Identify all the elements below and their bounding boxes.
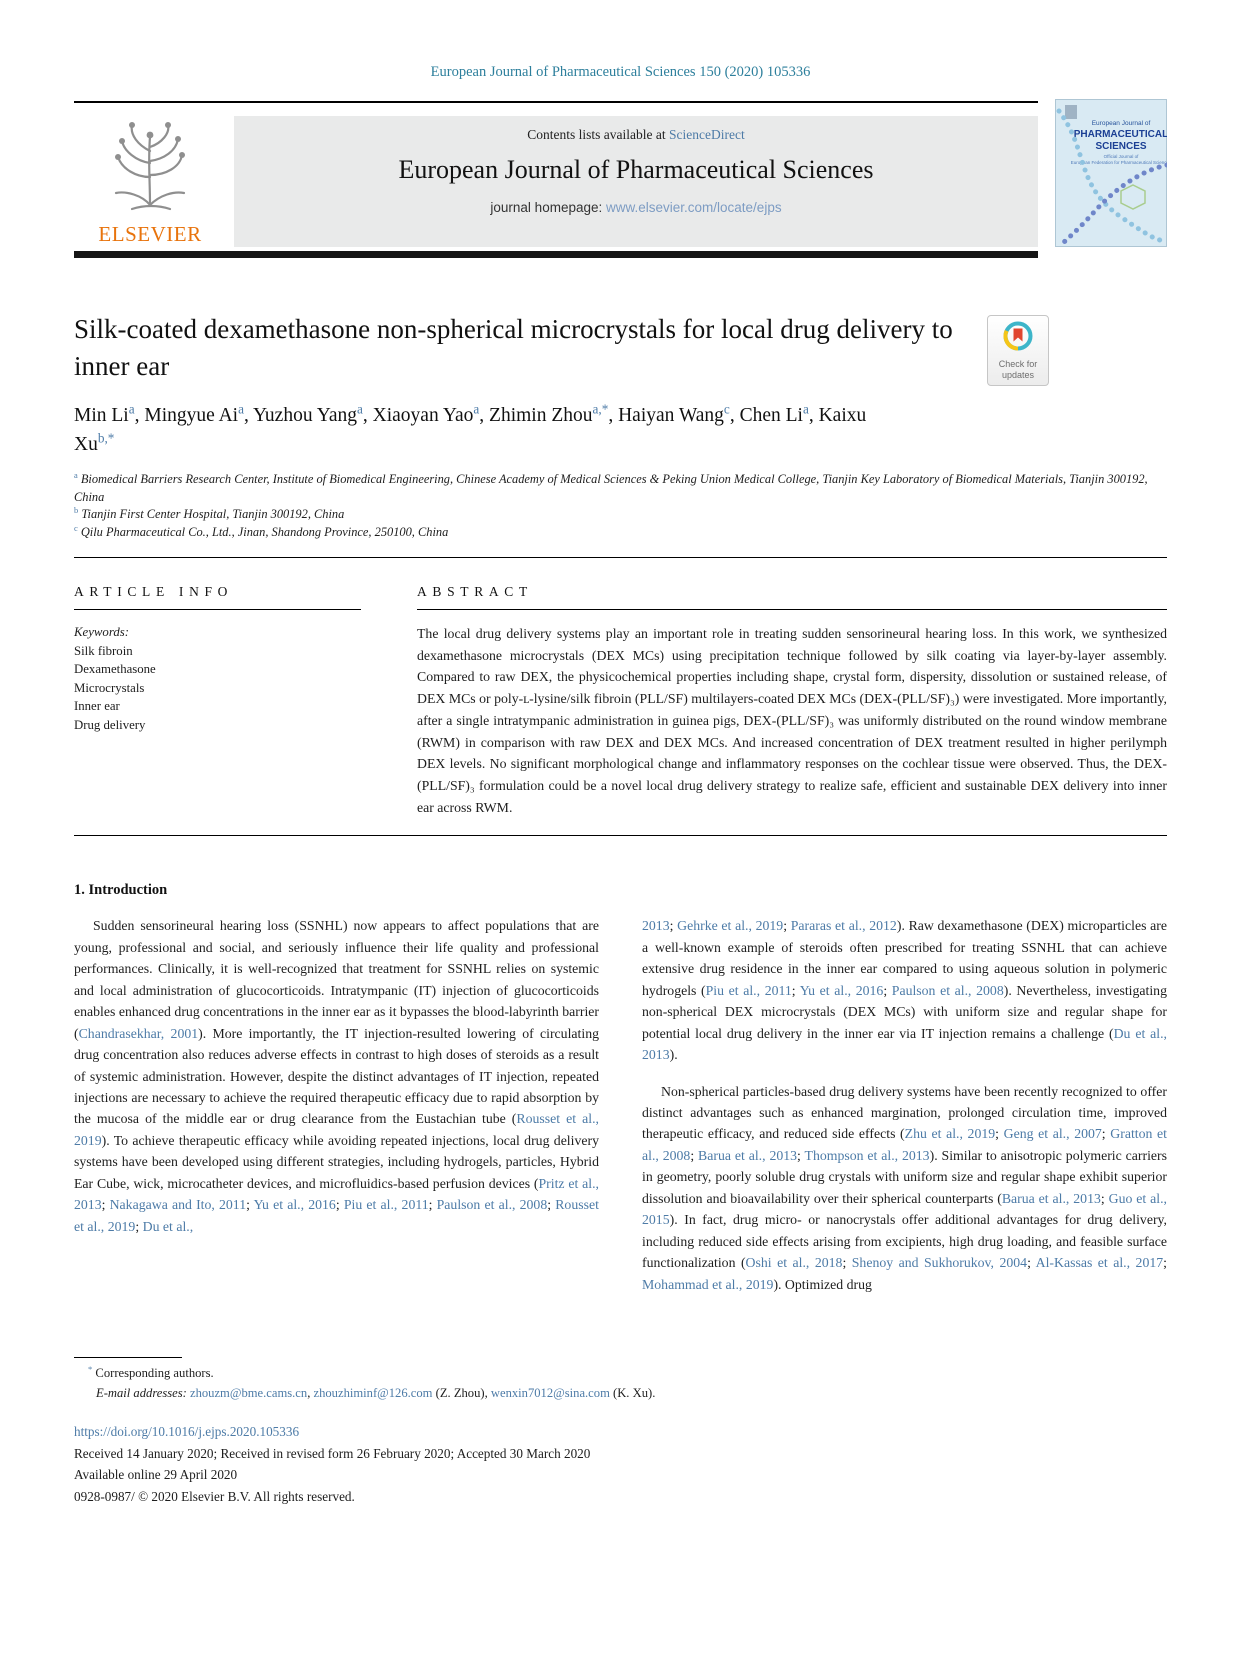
- text-segment: a: [473, 401, 480, 417]
- journal-reference[interactable]: European Journal of Pharmaceutical Sciences 150 (2020) 105336: [430, 64, 811, 80]
- affiliation-line: $^b$ Tianjin First Center Hospital, Tianjin 300192, China: [74, 504, 345, 521]
- text-segment: ). More importantly, the IT injection-resulted lowering of circulating drug concentration also reduces adverse effects in contrast to high doses of steroids as a result of systemic administration. However, despite the distinct advantages of IT injection, repeated injections are necessary to achieve the required therapeutic efficacy due to rapid absorption by the mucosa of the middle ear or drug clearance from the Eustachian tube (: [74, 1025, 600, 1127]
- text-segment: ;: [547, 1197, 556, 1213]
- text-segment: a: [357, 401, 363, 417]
- body-column-left: [74, 880, 599, 1295]
- body-columns: [74, 880, 1167, 1295]
- text-segment: ;: [669, 918, 678, 934]
- article-info-rule: [74, 609, 361, 610]
- crossmark-icon: [1003, 321, 1033, 351]
- contents-line: [234, 127, 1038, 143]
- text-segment: ;: [1027, 1255, 1036, 1271]
- affiliation-marker: c: [74, 522, 78, 533]
- link[interactable]: Piu et al., 2011: [705, 982, 792, 998]
- text-segment: a: [802, 401, 809, 417]
- text-segment: , Kaixu Xu: [74, 405, 867, 455]
- link[interactable]: Du et al.,: [142, 1218, 194, 1234]
- link[interactable]: Guo et al., 2015: [642, 1190, 1167, 1228]
- affiliation-marker: a: [74, 469, 78, 480]
- text-segment: Corresponding authors.: [92, 1366, 214, 1381]
- text-segment: ;: [690, 1147, 699, 1163]
- abstract-text: The local drug delivery systems play an important role in treating sudden sensorineural hearing loss. In this work, we synthesized dexamethasone microcrystals (DEX MCs) using precipitation technique followed by silk coating via layer-by-layer assembly. Compared to raw DEX, the physicochemical properties including shape, crystal form, dispersity, dissolution or sustained release, of DEX MCs or poly-ʟ-lysine/silk fibroin (PLL/SF) multilayers-coated DEX MCs (DEX-(PLL/SF)₃) were investigated. More importantly, after a single intratympanic administration in guinea pigs, DEX-(PLL/SF)₃ was uniformly distributed on the round window membrane (RWM) in comparison with raw DEX and DEX MCs. And increased concentration of DEX treatment resulted in higher perilymph DEX levels. No significant morphological change and inflammatory responses on the cochlear tissue were observed. Thus, the DEX-(PLL/SF)₃ formulation could be a novel local drug delivery strategy to realize safe, efficient and sustainable DEX delivery into inner ear across RWM.: [417, 626, 1167, 815]
- link[interactable]: ScienceDirect: [669, 127, 745, 142]
- affiliation-line: $^c$ Qilu Pharmaceutical Co., Ltd., Jinan, Shandong Province, 250100, China: [74, 522, 449, 539]
- link[interactable]: Shenoy and Sukhorukov, 2004: [851, 1255, 1028, 1271]
- divider: [74, 835, 1167, 836]
- elsevier-logo[interactable]: [74, 117, 226, 247]
- bottom-metadata: [74, 1421, 1167, 1507]
- text-segment: ;: [883, 982, 892, 998]
- link[interactable]: Paulson et al., 2008: [891, 982, 1004, 998]
- text-segment: b,*: [97, 430, 115, 446]
- text-segment: ). Optimized drug: [773, 1276, 872, 1292]
- list-item: Inner ear: [74, 699, 120, 713]
- intro-paragraph-1-continued: [642, 915, 1167, 1065]
- link[interactable]: Barua et al., 2013: [698, 1147, 798, 1163]
- available-online-line: Available online 29 April 2020: [74, 1467, 238, 1483]
- text-segment: ;: [428, 1197, 437, 1213]
- abstract-heading: ABSTRACT: [417, 584, 533, 599]
- header-top-rule: [74, 101, 1038, 103]
- link[interactable]: Yu et al., 2016: [799, 982, 884, 998]
- email-addresses-line: [96, 1384, 1167, 1404]
- link[interactable]: www.elsevier.com/locate/ejps: [606, 200, 782, 215]
- text-segment: (K. Xu).: [609, 1385, 656, 1400]
- link[interactable]: Pararas et al., 2012: [790, 918, 897, 934]
- text-segment: ). To achieve therapeutic efficacy while avoiding repeated injections, local drug delivery systems have been developed using different strategies, including hydrogels, particles, Hybrid Ear Cube, wick, microcatheter devices, and microfluidics-based perfusion devices (: [74, 1132, 599, 1191]
- journal-banner: [234, 116, 1038, 247]
- journal-cover-thumbnail[interactable]: [1055, 99, 1167, 247]
- check-for-updates-badge[interactable]: [987, 315, 1049, 386]
- text-segment: ). In fact, drug micro- or nanocrystals offer additional advantages for drug delivery, including reduced side effects arising from excipients, high drug loading, and feasible surface functionalization (: [642, 1212, 1167, 1271]
- text-segment: Sudden sensorineural hearing loss (SSNHL) now appears to affect populations that are young, professional and social, and seriously influence their life quality and professional performances. Clinically, it is well-recognized that treatment for SSNHL relies on systemic and local administration of glucocorticoids. Intratympanic (IT) injection of glucocorticoids enables enhanced drug concentrations in the inner ear as it bypasses the blood-labyrinth barrier (: [74, 918, 599, 1041]
- authors-line: [74, 401, 894, 459]
- check-for-updates-label: [990, 359, 1046, 381]
- text-segment: , Xiaoyan Yao: [362, 405, 474, 426]
- link[interactable]: Barua et al., 2013: [1001, 1190, 1101, 1206]
- text-segment: ). Nevertheless, investigating non-spherical DEX microcrystals (DEX MCs) with uniform size and regular shape for potential local drug delivery in the inner ear via IT injection remains a challenge (: [642, 982, 1167, 1041]
- badge-line2: updates: [1001, 370, 1035, 380]
- link[interactable]: zhouzhiminf@126.com: [313, 1385, 433, 1400]
- text-segment: , Chen Li: [729, 405, 803, 426]
- journal-title: European Journal of Pharmaceutical Sciences: [398, 155, 874, 184]
- link[interactable]: Pritz et al., 2013: [74, 1175, 599, 1213]
- page-content: [74, 0, 1167, 1507]
- svg-text:PHARMACEUTICAL: PHARMACEUTICAL: [1073, 129, 1167, 140]
- text-segment: ;: [783, 918, 791, 934]
- body-column-right: [642, 880, 1167, 1295]
- list-item: Drug delivery: [74, 717, 146, 732]
- link[interactable]: 2013: [642, 918, 670, 934]
- text-segment: ). Raw dexamethasone (DEX) microparticles are a well-known example of steroids often prescribed for treating SSNHL that can achieve extensive drug residence in the inner ear compared to using aqueous solution in polymeric hydrogels (: [642, 918, 1167, 998]
- text-segment: ;: [101, 1197, 110, 1213]
- text-segment: , Yuzhou Yang: [243, 405, 358, 426]
- link[interactable]: Gehrke et al., 2019: [677, 918, 784, 934]
- keywords-list: [74, 642, 361, 735]
- svg-text:Official Journal of: Official Journal of: [1103, 154, 1139, 159]
- footnote-rule: [74, 1357, 182, 1358]
- text-segment: ;: [842, 1255, 852, 1271]
- link[interactable]: wenxin7012@sina.com: [490, 1385, 610, 1400]
- homepage-line: [234, 200, 1038, 215]
- intro-paragraph-1: [74, 915, 599, 1237]
- text-segment: ;: [246, 1197, 254, 1213]
- article-title: Silk-coated dexamethasone non-spherical microcrystals for local drug delivery to inner ear: [74, 314, 953, 381]
- text-segment: ). Similar to anisotropic polymeric carriers in geometry, poorly soluble drug crystals with uniform size and regular shape exhibit superior dissolution and bioavailability over their spherical counterparts (: [642, 1147, 1167, 1206]
- link[interactable]: Yu et al., 2016: [253, 1197, 336, 1213]
- abstract-column: [417, 584, 1167, 818]
- link[interactable]: Du et al., 2013: [642, 1025, 1167, 1063]
- text-segment: c: [723, 401, 730, 417]
- list-item: Microcrystals: [74, 680, 145, 695]
- copyright-line: 0928-0987/ © 2020 Elsevier B.V. All rights reserved.: [74, 1488, 355, 1504]
- text-segment: a: [238, 401, 244, 417]
- info-abstract-section: [74, 558, 1167, 818]
- link[interactable]: Piu et al., 2011: [343, 1197, 429, 1213]
- doi-link[interactable]: https://doi.org/10.1016/j.ejps.2020.105336: [74, 1424, 300, 1440]
- list-item: Silk fibroin: [74, 643, 133, 658]
- affiliation-line: $^a$ Biomedical Barriers Research Center, Institute of Biomedical Engineering, Chinese Academy of Medical Sciences & Peking Union Medical College, Tianjin Key Laboratory of Biomedical Materials, Tianjin 300192, China: [74, 469, 1148, 504]
- text-segment: journal homepage:: [490, 200, 606, 215]
- text-segment: ).: [669, 1047, 678, 1063]
- header-bottom-bar: [74, 251, 1038, 258]
- link[interactable]: Oshi et al., 2018: [745, 1255, 843, 1271]
- link[interactable]: Paulson et al., 2008: [436, 1197, 548, 1213]
- introduction-heading: 1. Introduction: [74, 882, 168, 899]
- text-segment: ;: [135, 1218, 143, 1234]
- text-segment: ;: [335, 1197, 344, 1213]
- text-segment: a,*: [592, 401, 609, 417]
- keywords-block: [74, 623, 361, 734]
- intro-paragraph-2: [642, 1081, 1167, 1296]
- link[interactable]: Zhu et al., 2019: [904, 1126, 996, 1142]
- journal-header: [74, 101, 1167, 259]
- text-segment: , Haiyan Wang: [608, 405, 724, 426]
- text-segment: Min Li: [74, 405, 129, 426]
- text-segment: Contents lists available at: [527, 127, 669, 142]
- footnote: [74, 1357, 1167, 1403]
- affiliation-marker: b: [74, 504, 79, 515]
- text-segment: ;: [797, 1147, 805, 1163]
- link[interactable]: Gratton et al., 2008: [642, 1126, 1167, 1163]
- text-segment: , Zhimin Zhou: [479, 405, 593, 426]
- journal-cover-art: [1055, 99, 1167, 247]
- link[interactable]: Rousset et al., 2019: [74, 1111, 599, 1148]
- title-row: [74, 311, 1167, 385]
- badge-line1: Check for: [998, 359, 1038, 369]
- corresponding-authors-note: [88, 1364, 1167, 1384]
- link[interactable]: zhouzm@bme.cams.cn: [189, 1385, 308, 1400]
- svg-text:European Federation for Pharma: European Federation for Pharmaceutical Sciences: [1070, 160, 1167, 165]
- list-item: Dexamethasone: [74, 662, 156, 676]
- text-segment: *: [88, 1363, 93, 1374]
- elsevier-wordmark: ELSEVIER: [98, 222, 202, 246]
- svg-text:European Journal of: European Journal of: [1091, 120, 1151, 127]
- text-segment: (Z. Zhou),: [432, 1385, 491, 1400]
- abstract-rule: [417, 609, 1167, 610]
- article-info-heading: ARTICLE INFO: [74, 584, 234, 599]
- article-info-column: [74, 584, 361, 818]
- text-segment: a: [128, 401, 135, 417]
- text-segment: ;: [1100, 1190, 1109, 1206]
- link[interactable]: Thompson et al., 2013: [804, 1147, 930, 1163]
- received-line: Received 14 January 2020; Received in revised form 26 February 2020; Accepted 30 March 2020: [74, 1445, 591, 1461]
- link[interactable]: Nakagawa and Ito, 2011: [109, 1197, 247, 1213]
- text-segment: E-mail addresses:: [96, 1385, 190, 1400]
- link[interactable]: Al-Kassas et al., 2017: [1035, 1255, 1164, 1271]
- link[interactable]: Mohammad et al., 2019: [642, 1276, 774, 1292]
- text-segment: ;: [1163, 1255, 1167, 1271]
- text-segment: ;: [995, 1126, 1004, 1142]
- link[interactable]: Rousset et al., 2019: [74, 1197, 599, 1234]
- text-segment: , Mingyue Ai: [134, 405, 239, 426]
- text-segment: ;: [1101, 1126, 1111, 1142]
- elsevier-tree-icon: [102, 117, 198, 219]
- text-segment: ,: [307, 1385, 314, 1400]
- link[interactable]: Geng et al., 2007: [1003, 1126, 1102, 1142]
- svg-text:SCIENCES: SCIENCES: [1095, 141, 1147, 152]
- keywords-label: Keywords:: [74, 625, 129, 639]
- text-segment: ;: [791, 982, 800, 998]
- affiliations: [74, 471, 1167, 541]
- text-segment: Non-spherical particles-based drug delivery systems have been recently recognized to offer distinct advantages such as enhanced margination, prolonged circulation time, improved therapeutic efficacy, and reduced side effects (: [642, 1083, 1167, 1142]
- link[interactable]: Chandrasekhar, 2001: [78, 1025, 199, 1041]
